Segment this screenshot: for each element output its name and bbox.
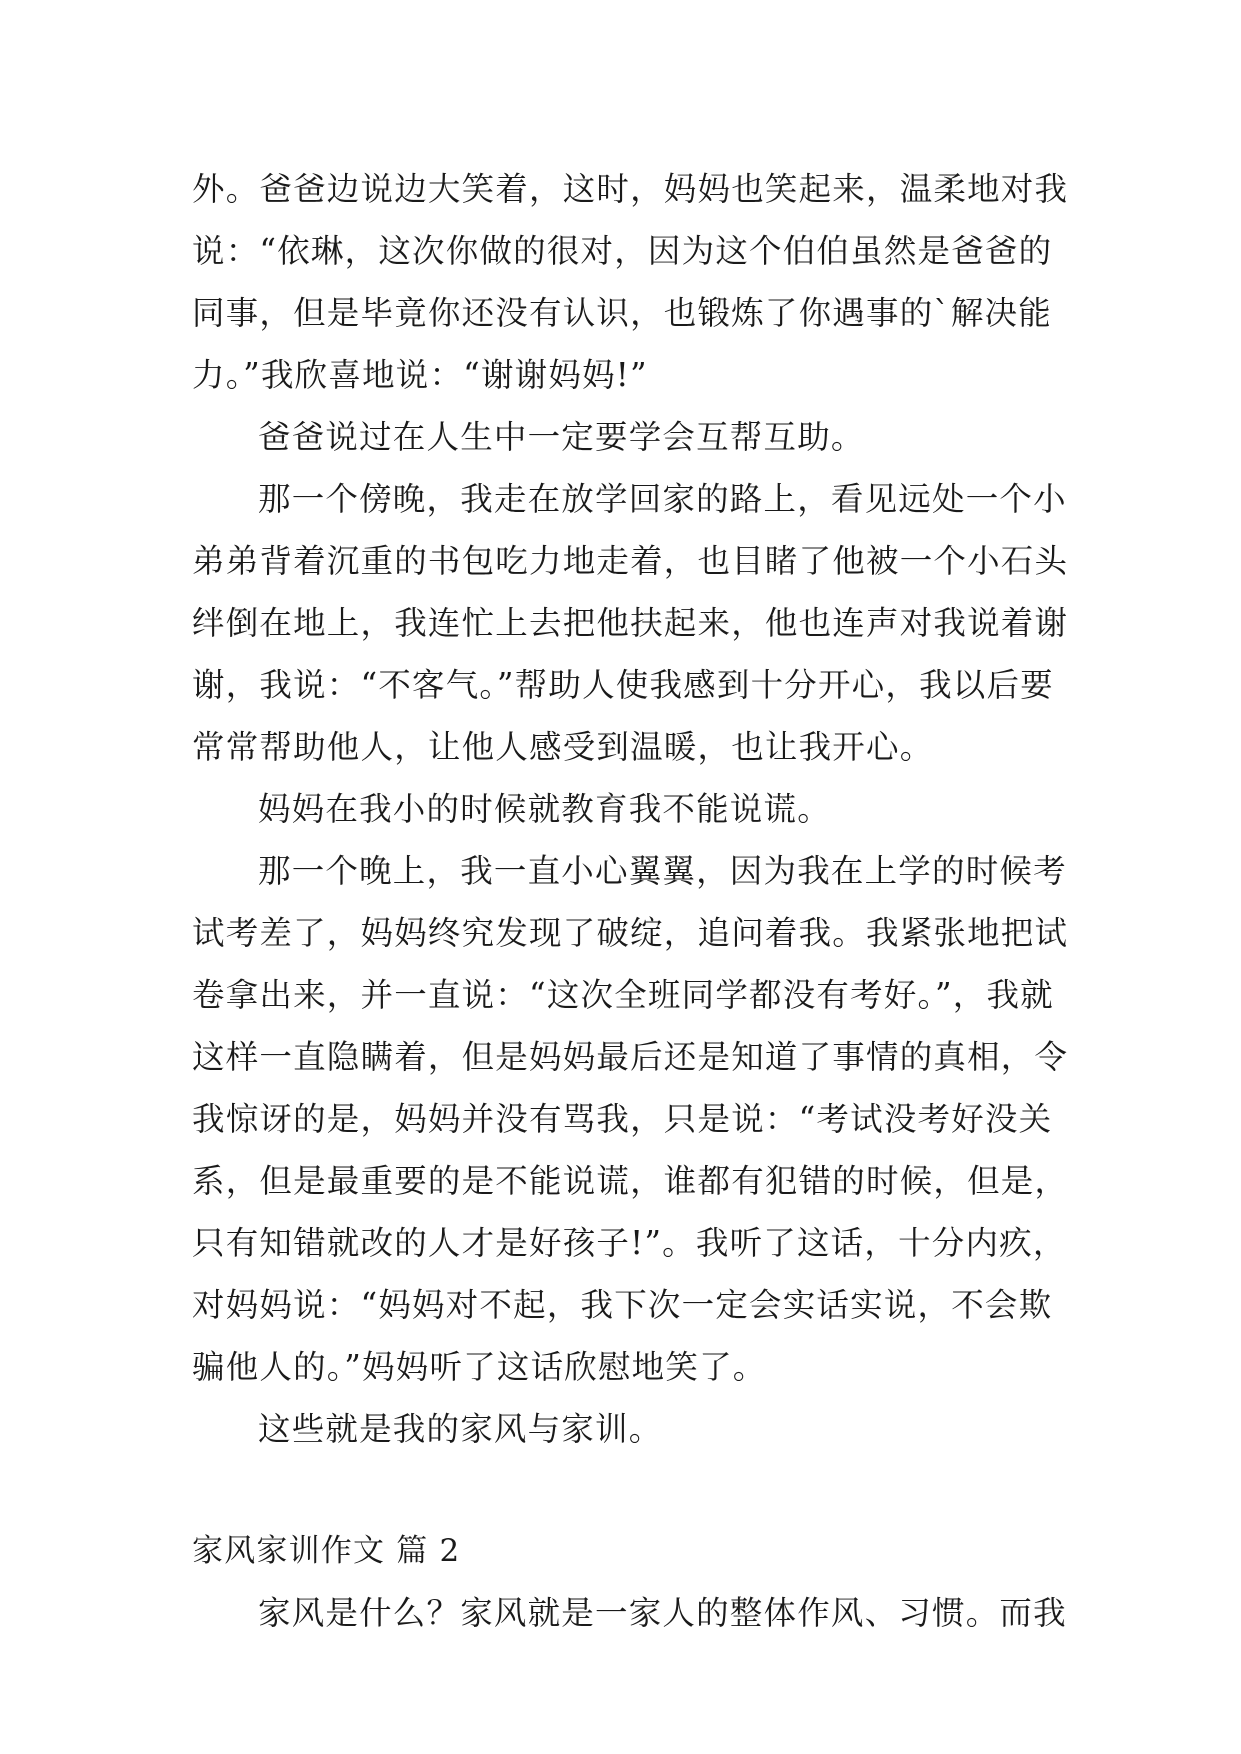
text-line: 试考差了，妈妈终究发现了破绽，追问着我。我紧张地把试 <box>192 914 1069 952</box>
text-line: 那一个傍晚，我走在放学回家的路上，看见远处一个小 <box>258 480 1067 518</box>
text-line: 妈妈在我小的时候就教育我不能说谎。 <box>258 790 831 828</box>
text-line: 只有知错就改的人才是好孩子!”。我听了这话，十分内疚， <box>192 1224 1067 1262</box>
text-line: 力。”我欣喜地说：“谢谢妈妈!” <box>192 356 648 394</box>
text-line: 弟弟背着沉重的书包吃力地走着，也目睹了他被一个小石头 <box>192 542 1069 580</box>
text-line: 对妈妈说：“妈妈对不起，我下次一定会实话实说，不会欺 <box>192 1286 1053 1324</box>
paragraph-continuation <box>192 158 1069 406</box>
text-line: 这些就是我的家风与家训。 <box>258 1410 663 1448</box>
text-line: 卷拿出来，并一直说：“这次全班同学都没有考好。”，我就 <box>192 976 1054 1014</box>
paragraph-mutual-help-intro <box>192 406 1062 468</box>
text-line: 家风是什么？家风就是一家人的整体作风、习惯。而我 <box>258 1594 1067 1632</box>
text-line: 那一个晚上，我一直小心翼翼，因为我在上学的时候考 <box>258 852 1067 890</box>
text-line: 骗他人的。”妈妈听了这话欣慰地笑了。 <box>192 1348 767 1386</box>
paragraph-section2-intro <box>192 1582 1067 1644</box>
essay-body <box>192 158 1069 1644</box>
text-line: 同事，但是毕竟你还没有认识，也锻炼了你遇事的`解决能 <box>192 294 1052 332</box>
text-line: 说：“依琳，这次你做的很对，因为这个伯伯虽然是爸爸的 <box>192 232 1053 270</box>
text-line: 这样一直隐瞒着，但是妈妈最后还是知道了事情的真相，令 <box>192 1038 1069 1076</box>
paragraph-honesty-intro <box>192 778 1062 840</box>
text-line: 绊倒在地上，我连忙上去把他扶起来，他也连声对我说着谢 <box>192 604 1069 642</box>
paragraph-exam-story <box>192 840 1069 1398</box>
text-line: 谢，我说：“不客气。”帮助人使我感到十分开心，我以后要 <box>192 666 1054 704</box>
text-line: 系，但是最重要的是不能说谎，谁都有犯错的时候，但是， <box>192 1162 1069 1200</box>
section-spacer <box>192 1460 1062 1520</box>
text-line: 我惊讶的是，妈妈并没有骂我，只是说：“考试没考好没关 <box>192 1100 1053 1138</box>
text-line: 爸爸说过在人生中一定要学会互帮互助。 <box>258 418 865 456</box>
paragraph-conclusion <box>192 1398 1062 1460</box>
section-heading: 家风家训作文 篇 2 <box>192 1533 461 1569</box>
text-line: 外。爸爸边说边大笑着，这时，妈妈也笑起来，温柔地对我 <box>192 170 1069 208</box>
paragraph-helping-boy <box>192 468 1069 778</box>
text-line: 常常帮助他人，让他人感受到温暖，也让我开心。 <box>192 728 934 766</box>
